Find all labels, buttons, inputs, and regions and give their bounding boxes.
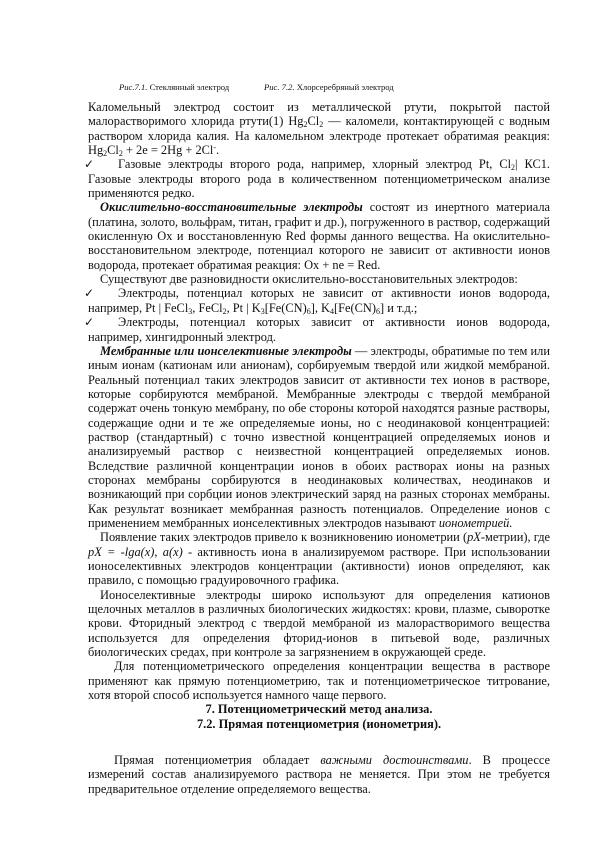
figure-title: Стеклянный электрод bbox=[149, 82, 230, 92]
term-redox: Окислительно-восстановительные электроды bbox=[100, 200, 363, 215]
subsection-heading: 7.2. Прямая потенциометрия (ионометрия). bbox=[196, 716, 442, 731]
document-body bbox=[84, 100, 551, 796]
figure-title: Хлорсеребряный электрод bbox=[296, 82, 394, 92]
paragraph-ion-selective-usage: Ионоселективные электроды широко используют для определения катионов щелочных металлов в различных биологических жидкостях: крови, плазме, сыворотке крови. Фторидный электрод с твердой мембраной из малорастворимого вещества используется для определения фторид-ионов в питьевой воде, различных биологических средах, при контроле за загрязнением в окружающей среде. bbox=[88, 587, 550, 660]
figure-label: Рис. 7.2. bbox=[264, 82, 295, 92]
spacer bbox=[88, 731, 550, 753]
paragraph-direct-potentiometry: Прямая потенциометрия обладает важными достоинствами. В процессе измерений состав анализируемого раствора не меняется. При этом не требуется предварительное отделение определяемого вещества. bbox=[88, 753, 550, 796]
paragraph-two-types: Существуют две разновидности окислительно-восстановительных электродов: bbox=[100, 272, 518, 287]
paragraph-membrane-electrodes: Мембранные или ионселективные электроды — электроды, обратимые по тем или иным ионам (катионам или анионам), сорбируемым твердой или жидкой мембраной. Реальный потенциал таких электродов зависит от активности тех ионов в растворе, которые сорбируются мембраной. Мембранные электроды с твердой мембраной содержат очень тонкую мембрану, по обе стороны которой находятся разные растворы, содержащие одни и те же определяемые ионы, но с неодинаковой концентрацией: раствор (стандартный) с точно известной концентрацией определяемых ионов и анализируемый раствор с неизвестной концентрацией определяемых ионов. Вследствие различной концентрации ионов в обоих растворах ионы на разных сторонах мембраны сорбируются в неодинаковых количествах, неодинаков и возникающий при сорбции ионов электрический заряд на разных сторонах мембраны. Как результат возникает мембранная разность потенциалов. Определение ионов с применением мембранных ионселективных электродов называют ионометрией. bbox=[88, 343, 550, 530]
figure-caption-1 bbox=[119, 82, 229, 92]
check-icon: ✓ bbox=[84, 157, 95, 172]
paragraph-ionometry: Появление таких электродов привело к возникновению ионометрии (рХ-метрии), где рХ = -lga(x), a(x) - активность иона в анализируемом растворе. При использовании ионоселективных электродов концентрации (активности) ионов определяют, как правило, с помощью градуировочного графика. bbox=[88, 530, 550, 588]
figure-caption-2 bbox=[264, 82, 394, 92]
paragraph-methods: Для потенциометрического определения концентрации вещества в растворе применяют как прямую потенциометрию, так и потенциометрическое титрование, хотя второй способ используется намного чаще первого. bbox=[88, 659, 550, 703]
check-icon: ✓ bbox=[84, 286, 95, 301]
check-icon: ✓ bbox=[84, 315, 95, 330]
figure-label: Рис.7.1. bbox=[119, 82, 148, 92]
term-membrane: Мембранные или ионселективные электроды bbox=[100, 343, 352, 358]
paragraph-type-1: ✓ Электроды, потенциал которых не зависит от активности ионов водорода, например, Pt | FeCl$_3$, FeCl$_2$, Pt | $K_3[Fe(CN)_6]$, $K_4[Fe(CN)_6]$ и т.д.; bbox=[88, 286, 550, 315]
paragraph-calomel-electrode: Каломельный электрод состоит из металлической ртути, покрытой пастой малорастворимого хлорида ртути(1) $Hg_2Cl_2$ — каломели, контактирующей с водным раствором хлорида калия. На каломельном электроде протекает обратимая реакция: $Hg_2Cl_2 + 2е = 2Hg + 2Cl^-$. bbox=[88, 100, 550, 159]
paragraph-type-2: ✓ Электроды, потенциал которых зависит от активности ионов водорода, например, хингидронный электрод. bbox=[88, 315, 550, 344]
paragraph-gas-electrodes: ✓ Газовые электроды второго рода, например, хлорный электрод Pt, $Cl_2|$ КС1. Газовые электроды второго рода в количественном потенциометрическом анализе применяются редко. bbox=[88, 157, 550, 200]
term-ionometry: ионометрией. bbox=[438, 515, 513, 530]
section-heading: 7. Потенциометрический метод анализа. bbox=[205, 702, 433, 717]
paragraph-redox-electrodes: Окислительно-восстановительные электроды состоят из инертного материала (платина, золото, вольфрам, титан, графит и др.), погруженного в раствор, содержащий окисленную Ох и восстановленную Red формы данного вещества. На окислительно-восстановительном электроде, потенциал которого не зависит от активности ионов водорода, протекает обратимая реакция: Ох + nе = Red. bbox=[88, 200, 550, 272]
